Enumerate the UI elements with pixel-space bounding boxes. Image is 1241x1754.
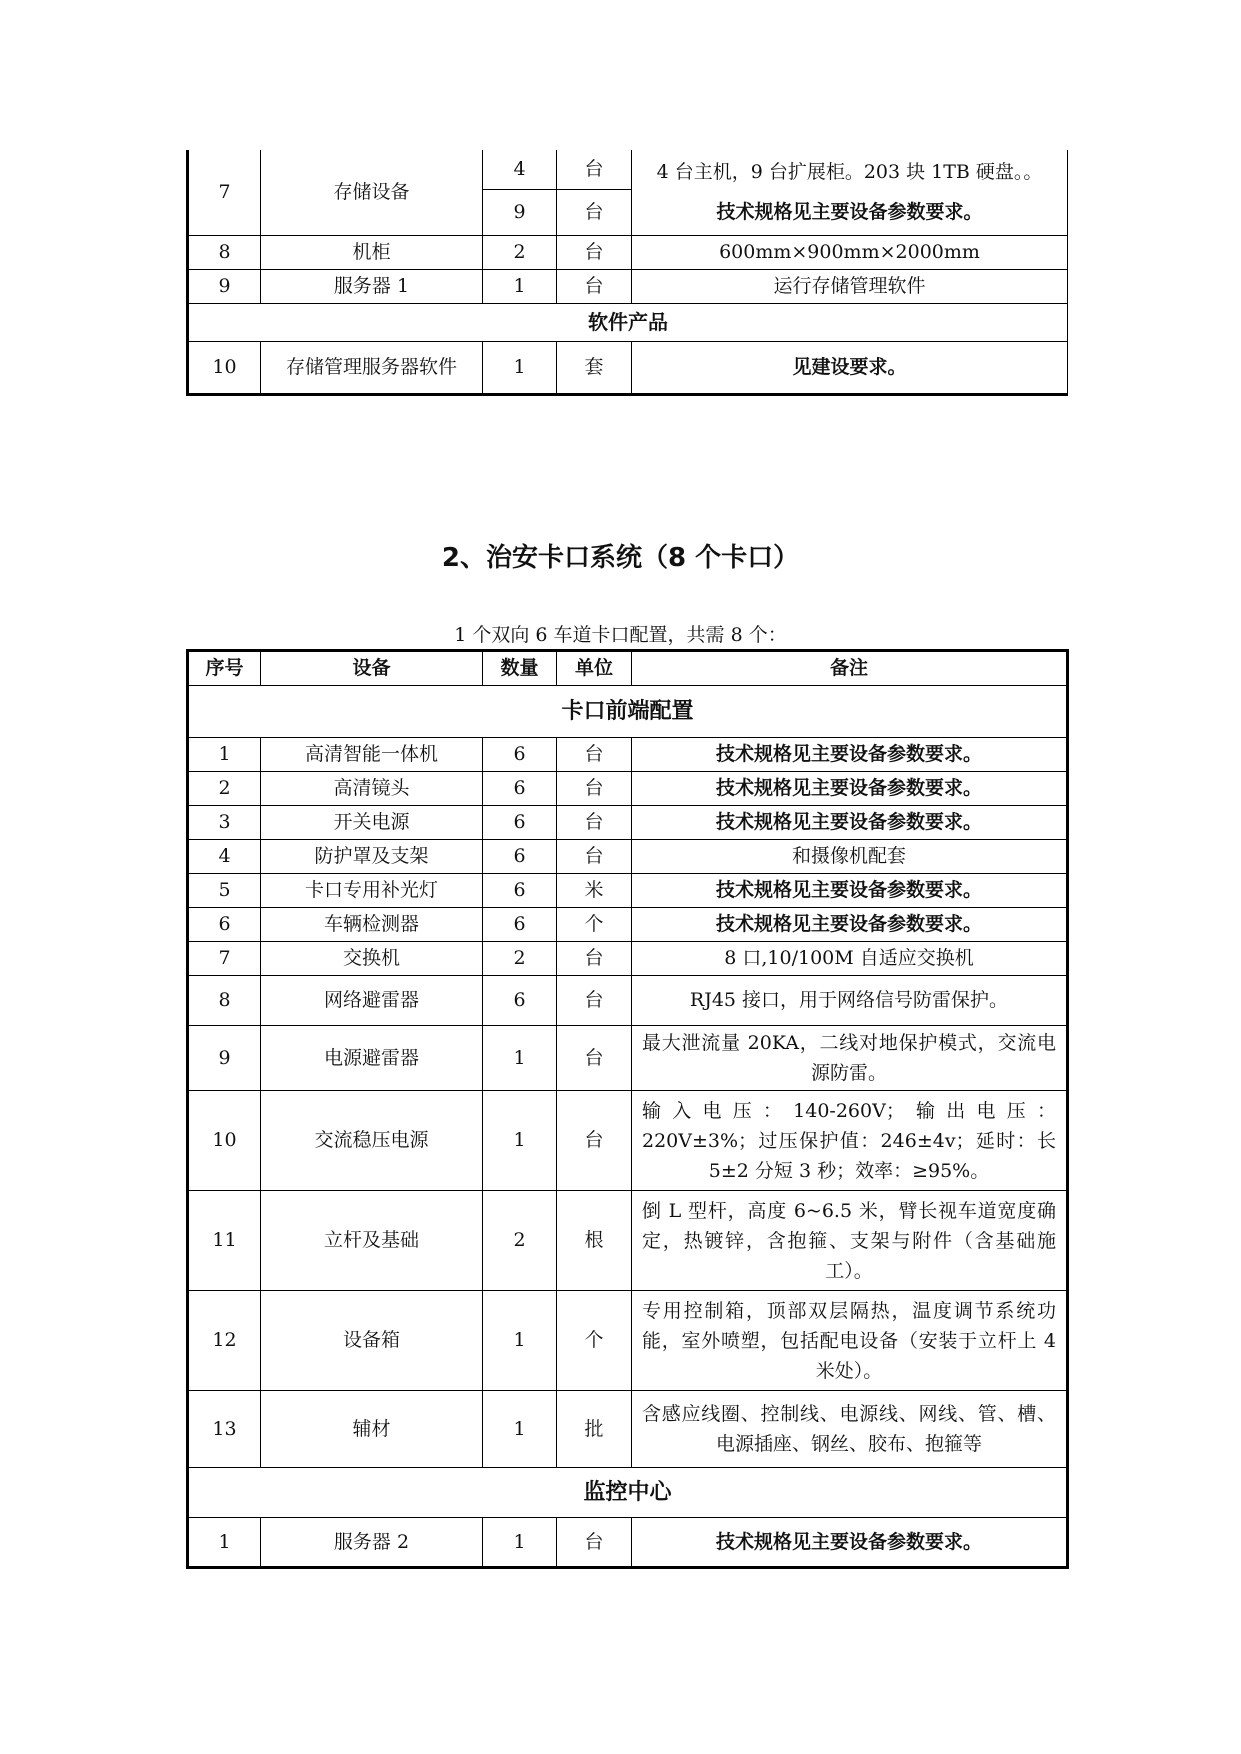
table-row bbox=[188, 976, 1068, 1026]
header-qty: 数量 bbox=[483, 651, 557, 686]
cell-device: 机柜 bbox=[261, 235, 483, 269]
cell-qty: 1 bbox=[483, 1391, 557, 1468]
cell-note: RJ45 接口，用于网络信号防雷保护。 bbox=[632, 976, 1068, 1026]
section-caption: 1 个双向 6 车道卡口配置，共需 8 个： bbox=[454, 624, 787, 646]
header-row bbox=[188, 651, 1068, 686]
cell-no: 3 bbox=[188, 806, 261, 840]
cell-unit: 台 bbox=[557, 738, 632, 772]
checkpoint-equipment-table bbox=[186, 649, 1069, 1569]
cell-note: 含感应线圈、控制线、电源线、网线、管、槽、电源插座、钢丝、胶布、抱箍等 bbox=[632, 1391, 1068, 1468]
header-no: 序号 bbox=[188, 651, 261, 686]
cell-no: 13 bbox=[188, 1391, 261, 1468]
table-row bbox=[188, 942, 1068, 976]
section-heading: 卡口前端配置 bbox=[188, 686, 1068, 738]
table-body bbox=[188, 738, 1068, 1468]
cell-device: 车辆检测器 bbox=[261, 908, 483, 942]
cell-unit: 个 bbox=[557, 908, 632, 942]
cell-device: 存储管理服务器软件 bbox=[261, 341, 483, 394]
cell-qty: 6 bbox=[483, 840, 557, 874]
cell-device: 服务器 2 bbox=[261, 1518, 483, 1568]
cell-no: 7 bbox=[188, 942, 261, 976]
cell-no: 11 bbox=[188, 1191, 261, 1291]
table-row bbox=[188, 738, 1068, 772]
note-line-bold: 技术规格见主要设备参数要求。 bbox=[716, 201, 983, 224]
cell-note: 技术规格见主要设备参数要求。 bbox=[632, 908, 1068, 942]
cell-qty: 1 bbox=[483, 1518, 557, 1568]
table-row bbox=[188, 772, 1068, 806]
cell-unit: 台 bbox=[557, 976, 632, 1026]
cell-no: 8 bbox=[188, 976, 261, 1026]
cell-unit: 台 bbox=[557, 840, 632, 874]
table-row bbox=[188, 1518, 1068, 1568]
cell-device: 交流稳压电源 bbox=[261, 1091, 483, 1191]
table-row bbox=[188, 1026, 1068, 1091]
cell-device: 电源避雷器 bbox=[261, 1026, 483, 1091]
cell-no: 9 bbox=[188, 1026, 261, 1091]
cell-qty: 4 bbox=[483, 150, 557, 189]
note-line: 4 台主机，9 台扩展柜。203 块 1TB 硬盘。。 bbox=[656, 161, 1043, 184]
cell-qty: 1 bbox=[483, 341, 557, 394]
cell-note bbox=[632, 150, 1068, 235]
header-unit: 单位 bbox=[557, 651, 632, 686]
cell-device: 交换机 bbox=[261, 942, 483, 976]
cell-qty: 6 bbox=[483, 738, 557, 772]
cell-note: 技术规格见主要设备参数要求。 bbox=[632, 874, 1068, 908]
cell-no: 2 bbox=[188, 772, 261, 806]
cell-qty: 2 bbox=[483, 235, 557, 269]
cell-no: 10 bbox=[188, 341, 261, 394]
cell-unit: 套 bbox=[557, 341, 632, 394]
cell-note: 技术规格见主要设备参数要求。 bbox=[632, 1518, 1068, 1568]
cell-device: 立杆及基础 bbox=[261, 1191, 483, 1291]
cell-no: 8 bbox=[188, 235, 261, 269]
cell-note: 见建设要求。 bbox=[632, 341, 1068, 394]
table-row bbox=[188, 908, 1068, 942]
cell-device: 高清智能一体机 bbox=[261, 738, 483, 772]
cell-note: 专用控制箱，顶部双层隔热，温度调节系统功能，室外喷塑，包括配电设备（安装于立杆上 4 米处）。 bbox=[632, 1291, 1068, 1391]
header-device: 设备 bbox=[261, 651, 483, 686]
cell-qty: 2 bbox=[483, 1191, 557, 1291]
cell-device: 防护罩及支架 bbox=[261, 840, 483, 874]
cell-unit: 台 bbox=[557, 772, 632, 806]
cell-qty: 6 bbox=[483, 976, 557, 1026]
cell-note: 600mm×900mm×2000mm bbox=[632, 235, 1068, 269]
cell-unit: 根 bbox=[557, 1191, 632, 1291]
cell-no: 9 bbox=[188, 269, 261, 303]
cell-unit: 台 bbox=[557, 942, 632, 976]
cell-device: 开关电源 bbox=[261, 806, 483, 840]
table-row bbox=[188, 840, 1068, 874]
cell-unit: 台 bbox=[557, 189, 632, 235]
cell-note: 和摄像机配套 bbox=[632, 840, 1068, 874]
cell-note: 倒 L 型杆，高度 6~6.5 米，臂长视车道宽度确定，热镀锌，含抱箍、支架与附件（含基础施工）。 bbox=[632, 1191, 1068, 1291]
cell-qty: 6 bbox=[483, 908, 557, 942]
cell-unit: 台 bbox=[557, 235, 632, 269]
cell-no: 7 bbox=[188, 150, 261, 235]
section-heading: 软件产品 bbox=[188, 303, 1068, 341]
cell-device: 高清镜头 bbox=[261, 772, 483, 806]
cell-device: 卡口专用补光灯 bbox=[261, 874, 483, 908]
cell-unit: 个 bbox=[557, 1291, 632, 1391]
cell-no: 5 bbox=[188, 874, 261, 908]
cell-device: 设备箱 bbox=[261, 1291, 483, 1391]
cell-no: 1 bbox=[188, 1518, 261, 1568]
cell-unit: 台 bbox=[557, 1091, 632, 1191]
cell-unit: 批 bbox=[557, 1391, 632, 1468]
cell-qty: 6 bbox=[483, 806, 557, 840]
cell-note: 输入电压：140-260V；输出电压：220V±3%；过压保护值：246±4v；延时：长 5±2 分短 3 秒；效率：≥95%。 bbox=[632, 1091, 1068, 1191]
cell-qty: 1 bbox=[483, 1091, 557, 1191]
cell-unit: 台 bbox=[557, 806, 632, 840]
cell-note: 技术规格见主要设备参数要求。 bbox=[632, 738, 1068, 772]
cell-qty: 1 bbox=[483, 1026, 557, 1091]
table-row bbox=[188, 1091, 1068, 1191]
cell-no: 6 bbox=[188, 908, 261, 942]
cell-unit: 台 bbox=[557, 269, 632, 303]
cell-qty: 6 bbox=[483, 874, 557, 908]
section-heading: 监控中心 bbox=[188, 1468, 1068, 1518]
cell-device: 服务器 1 bbox=[261, 269, 483, 303]
cell-qty: 2 bbox=[483, 942, 557, 976]
cell-no: 10 bbox=[188, 1091, 261, 1191]
header-note: 备注 bbox=[632, 651, 1068, 686]
table-row bbox=[188, 806, 1068, 840]
cell-unit: 米 bbox=[557, 874, 632, 908]
cell-note: 技术规格见主要设备参数要求。 bbox=[632, 772, 1068, 806]
cell-unit: 台 bbox=[557, 150, 632, 189]
cell-note: 运行存储管理软件 bbox=[632, 269, 1068, 303]
cell-note: 技术规格见主要设备参数要求。 bbox=[632, 806, 1068, 840]
cell-device: 网络避雷器 bbox=[261, 976, 483, 1026]
section-title: 2、治安卡口系统（8 个卡口） bbox=[441, 543, 800, 573]
cell-qty: 6 bbox=[483, 772, 557, 806]
table-row bbox=[188, 1291, 1068, 1391]
cell-qty: 1 bbox=[483, 269, 557, 303]
table-row bbox=[188, 1191, 1068, 1291]
cell-no: 1 bbox=[188, 738, 261, 772]
table-row bbox=[188, 1391, 1068, 1468]
cell-unit: 台 bbox=[557, 1518, 632, 1568]
cell-qty: 9 bbox=[483, 189, 557, 235]
storage-equipment-table bbox=[186, 150, 1068, 396]
cell-unit: 台 bbox=[557, 1026, 632, 1091]
cell-device: 辅材 bbox=[261, 1391, 483, 1468]
cell-no: 12 bbox=[188, 1291, 261, 1391]
table-row bbox=[188, 874, 1068, 908]
cell-note: 8 口,10/100M 自适应交换机 bbox=[632, 942, 1068, 976]
cell-no: 4 bbox=[188, 840, 261, 874]
cell-qty: 1 bbox=[483, 1291, 557, 1391]
cell-device: 存储设备 bbox=[261, 150, 483, 235]
cell-note: 最大泄流量 20KA，二线对地保护模式，交流电源防雷。 bbox=[632, 1026, 1068, 1091]
